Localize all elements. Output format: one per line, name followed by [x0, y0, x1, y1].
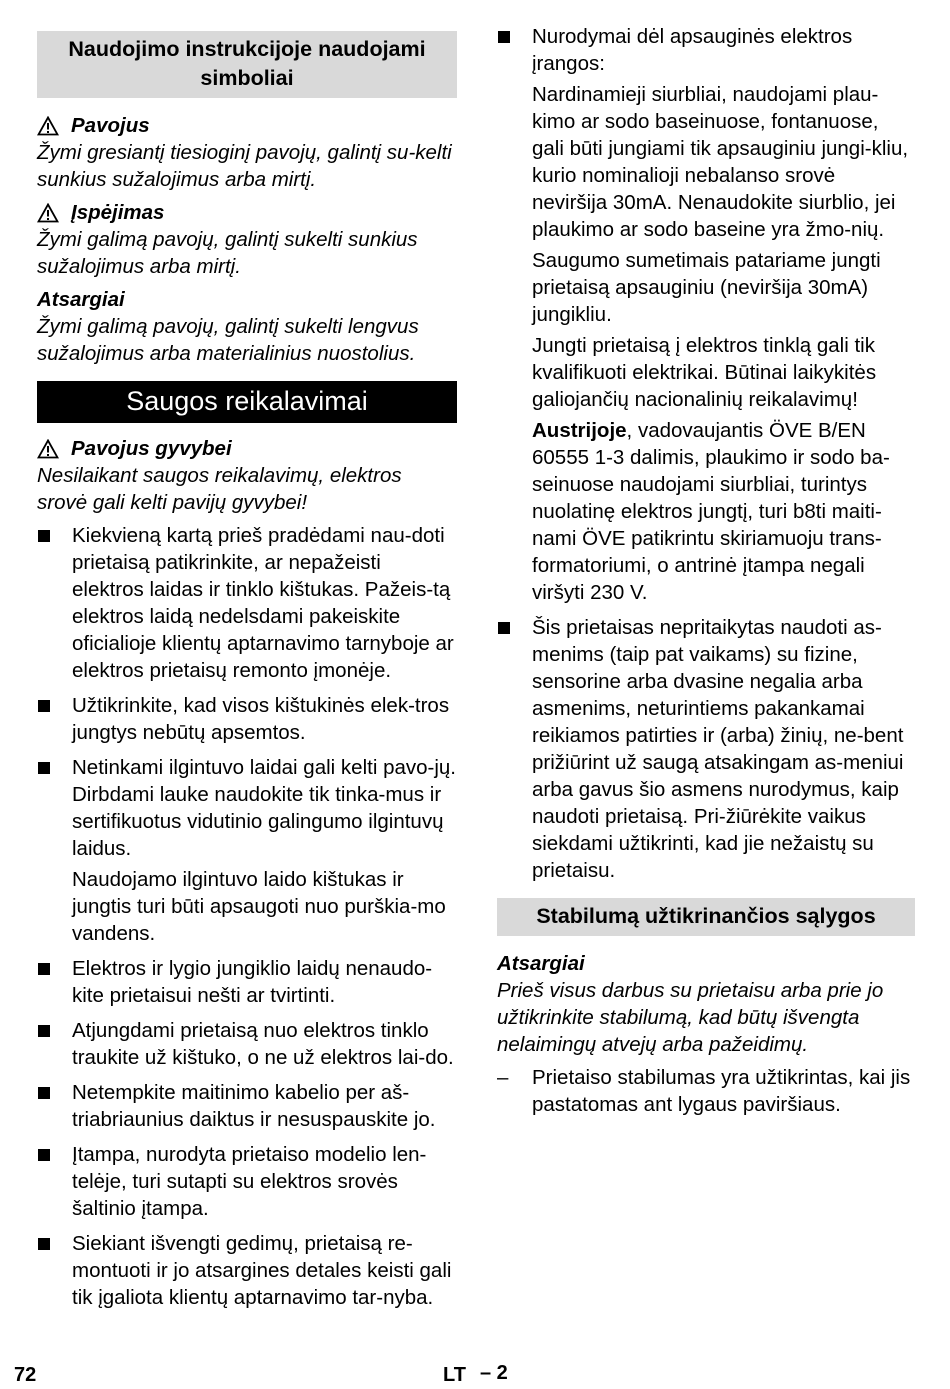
list-item: – Prietaiso stabilumas yra užtikrintas, kai jis pastatomas ant lygaus paviršiaus.: [497, 1066, 911, 1116]
bullet-square-icon: [498, 31, 510, 43]
stability-heading: Stabilumą užtikrinančios sąlygos: [497, 898, 915, 936]
list-item: Kiekvieną kartą prieš pradėdami nau-doti prietaisą patikrinkite, ar nepažeisti elektros laidas ir tinklo kištukas. Pažeis-tą elektros laidą nedelsdami pakeiskite oficialioje klientų aptarnavimo tarnyboje ar elektros prietaisų remonto įmonėje.: [37, 522, 457, 688]
left-column: [37, 0, 457, 1319]
symbols-heading: Naudojimo instrukcijoje naudojami simboliai: [37, 31, 457, 98]
bullet-square-icon: [38, 963, 50, 975]
bullet-square-icon: [38, 700, 50, 712]
list-item: Elektros ir lygio jungiklio laidų nenaudo-kite prietaisui nešti ar tvirtinti.: [37, 955, 457, 1013]
safety-bullet-list: [37, 522, 457, 1315]
list-item: Užtikrinkite, kad visos kištukinės elek-tros jungtys nebūtų apsemtos.: [37, 692, 457, 750]
life-danger-title: Pavojus gyvybei: [37, 435, 457, 462]
bullet-square-icon: [38, 1149, 50, 1161]
list-item: Atjungdami prietaisą nuo elektros tinklo traukite už kištuko, o ne už elektros lai-do.: [37, 1017, 457, 1075]
page-number: 72: [14, 1364, 37, 1386]
list-item: Netempkite maitinimo kabelio per aš-triabriaunius daiktus ir nesuspauskite jo.: [37, 1079, 457, 1137]
list-item: Netinkami ilgintuvo laidai gali kelti pavo-jų. Dirbdami lauke naudokite tik tinka-mus ir sertifikuotus vidutinio galingumo ilgintuvų laidus. Naudojamo ilgintuvo laido kištukas ir jungtis turi būti apsaugoti nuo purškia-mo vandens.: [37, 754, 457, 951]
bullet-square-icon: [38, 530, 50, 542]
bullet-square-icon: [498, 622, 510, 634]
sub-page-number: – 2: [480, 1362, 508, 1384]
protection-title: Nurodymai dėl apsauginės elektros įrangos:: [532, 25, 853, 75]
austria-label: Austrijoje: [532, 419, 627, 442]
right-column: [497, 0, 915, 1118]
warning-triangle-icon: [37, 116, 59, 136]
caution-text: Prieš visus darbus su prietaisu arba prie jo užtikrinkite stabilumą, kad būtų išvengta nelaimingų atvejų arba pažeidimų.: [497, 979, 884, 1056]
bullet-square-icon: [38, 1025, 50, 1037]
list-item: Šis prietaisas nepritaikytas naudoti as-menims (taip pat vaikams) su fizine, sensorine arba dvasine negalia arba asmenims, neturintiems pakankamai reikiamos patirties ir (arba) žinių, ne-bent prižiūrint už saugą atsakingam as-meniui arba gavus šio asmens nurodymus, kaip naudoti prietaisą. Pri-žiūrėkite vaikus siekdami užtikrinti, kad jie nežaistų su prietaisu.: [497, 614, 915, 888]
safety-heading: Saugos reikalavimai: [37, 381, 457, 423]
warning-triangle-icon: [37, 439, 59, 459]
bullet-square-icon: [38, 1087, 50, 1099]
caution-title: Atsargiai: [497, 952, 585, 975]
warning-text: Žymi galimą pavojų, galintį sukelti sunkius sužalojimus arba mirtį.: [37, 228, 418, 278]
list-item: Nurodymai dėl apsauginės elektros įrangos: Nardinamieji siurbliai, naudojami plau-kimo ar sodo baseinuose, fontanuose, gali būti jungiami tik apsauginiu jungi-kliu, kurio nominalioji nebalanso srovė neviršija 30mA. Nenaudokite siurblio, jei plaukimo ar sodo baseine yra žmo-nių. Saugumo sumetimais patariame jungti prietaisą apsauginiu (neviršija 30mA) jungikliu. Jungti prietaisą į elektros tinklą gali tik kvalifikuoti elektrikai. Būtinai laikykitės galiojančių nacionalinių reikalavimų! Austrijoje, vadovaujantis ÖVE B/EN 60555 1-3 dalimis, plaukimo ir sodo ba-seinuose naudojami siurbliai, turintys nuolatinę elektros jungtį, turi b8ti maiti-nami ÖVE patikrintu skiriamuoju trans-formatoriumi, o antrinė įtampa negali viršyti 230 V.: [497, 23, 915, 610]
warning-triangle-icon: [37, 203, 59, 223]
list-item: Siekiant išvengti gedimų, prietaisą re-montuoti ir jo atsargines detales keisti gali tik įgaliota klientų aptarnavimo tar-nyba.: [37, 1230, 457, 1315]
language-code: LT: [443, 1364, 466, 1386]
caution-title: Atsargiai: [37, 288, 125, 311]
danger-title: Pavojus: [37, 112, 457, 139]
list-item: Įtampa, nurodyta prietaiso modelio len-telėje, turi sutapti su elektros srovės šaltinio įtampa.: [37, 1141, 457, 1226]
bullet-square-icon: [38, 1238, 50, 1250]
bullet-square-icon: [38, 762, 50, 774]
caution-text: Žymi galimą pavojų, galintį sukelti lengvus sužalojimus arba materialinius nuostolius.: [37, 315, 419, 365]
danger-text: Žymi gresiantį tiesioginį pavojų, galintį su-kelti sunkius sužalojimus arba mirtį.: [37, 141, 452, 191]
warning-title: Įspėjimas: [37, 199, 457, 226]
life-danger-text: Nesilaikant saugos reikalavimų, elektros srovė gali kelti pavijų gyvybei!: [37, 464, 402, 514]
dash-marker: –: [497, 1066, 509, 1089]
